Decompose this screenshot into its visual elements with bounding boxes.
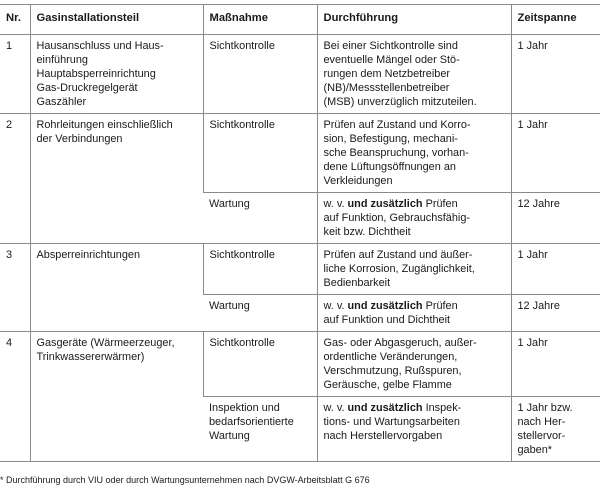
cell-gasinstallationsteil xyxy=(30,332,203,462)
text-line: auf Funktion, Gebrauchsfähig- xyxy=(323,212,471,224)
text-line: einführung xyxy=(36,54,88,66)
text-line: Sichtkontrolle xyxy=(209,337,275,349)
text-line: keit bzw. Dichtheit xyxy=(323,226,411,238)
table-row xyxy=(0,35,600,114)
text-line: Gas- oder Abgasgeruch, außer- xyxy=(323,337,477,349)
text-line xyxy=(324,197,506,211)
text-line: 12 Jahre xyxy=(517,300,560,312)
text-prefix: w. v. xyxy=(323,198,348,210)
cell-durchfuehrung xyxy=(317,397,511,462)
text-line: Prüfen auf Zustand und äußer- xyxy=(323,249,473,261)
text-line: liche Korrosion, Zugänglichkeit, xyxy=(323,263,475,275)
text-line: Gasgeräte (Wärmeerzeuger, xyxy=(36,337,175,349)
text-line: 1 Jahr bzw. xyxy=(517,402,573,414)
cell-durchfuehrung xyxy=(317,244,511,295)
cell-massnahme xyxy=(203,332,317,397)
cell-zeitspanne xyxy=(511,295,600,332)
table-row xyxy=(0,114,600,193)
cell-massnahme xyxy=(203,397,317,462)
cell-durchfuehrung xyxy=(317,114,511,193)
text-line: Wartung xyxy=(209,300,250,312)
cell-durchfuehrung xyxy=(317,332,511,397)
text-line: 1 Jahr xyxy=(517,119,548,131)
header-nr: Nr. xyxy=(0,5,30,35)
cell-durchfuehrung xyxy=(317,295,511,332)
header-durchfuehrung: Durchführung xyxy=(317,5,511,35)
text-line: Sichtkontrolle xyxy=(209,40,275,52)
cell-zeitspanne xyxy=(511,397,600,462)
text-line: Hauptabsperreinrichtung xyxy=(36,68,156,80)
text-bold: und zusätzlich xyxy=(347,300,423,312)
table-row xyxy=(0,244,600,295)
header-massnahme: Maßnahme xyxy=(203,5,317,35)
header-gasinstallationsteil: Gasinstallationsteil xyxy=(30,5,203,35)
text-bold: und zusätzlich xyxy=(347,198,423,210)
text-line: nach Herstellervorgaben xyxy=(323,430,443,442)
text-line: Sichtkontrolle xyxy=(209,119,275,131)
cell-zeitspanne xyxy=(511,114,600,193)
text-line: Hausanschluss und Haus- xyxy=(36,40,164,52)
cell-nr: 1 xyxy=(0,35,30,114)
text-line: (NB)/Messstellenbetreiber xyxy=(323,82,450,94)
text-line: rungen dem Netzbetreiber xyxy=(323,68,451,80)
cell-durchfuehrung xyxy=(317,35,511,114)
maintenance-table xyxy=(0,4,600,462)
text-line: Wartung xyxy=(209,430,250,442)
text-line: 1 Jahr xyxy=(517,337,548,349)
text-line: 1 Jahr xyxy=(517,40,548,52)
text-line: Inspektion und xyxy=(209,402,280,414)
text-suffix: Prüfen xyxy=(422,198,458,210)
text-line: Bei einer Sichtkontrolle sind xyxy=(323,40,458,52)
cell-gasinstallationsteil xyxy=(30,35,203,114)
cell-zeitspanne xyxy=(511,244,600,295)
text-line: Absperreinrichtungen xyxy=(36,249,141,261)
footnote: * Durchführung durch VIU oder durch Wartungsunternehmen nach DVGW-Arbeitsblatt G 676 xyxy=(0,475,370,485)
text-line: auf Funktion und Dichtheit xyxy=(323,314,451,326)
text-line: Prüfen auf Zustand und Korro- xyxy=(323,119,471,131)
text-line: nach Her- xyxy=(517,416,566,428)
text-suffix: Inspek- xyxy=(422,402,462,414)
text-line: gaben* xyxy=(517,444,553,456)
cell-massnahme xyxy=(203,35,317,114)
text-line: Rohrleitungen einschließlich xyxy=(36,119,173,131)
table-row xyxy=(0,332,600,397)
text-line: tions- und Wartungsarbeiten xyxy=(323,416,460,428)
text-line: Wartung xyxy=(209,198,250,210)
text-line: Gaszähler xyxy=(36,96,87,108)
cell-nr: 3 xyxy=(0,244,30,332)
cell-massnahme xyxy=(203,295,317,332)
text-line: Gas-Druckregelgerät xyxy=(36,82,138,94)
cell-massnahme xyxy=(203,114,317,193)
text-line: 12 Jahre xyxy=(517,198,560,210)
text-line: der Verbindungen xyxy=(36,133,123,145)
cell-massnahme xyxy=(203,193,317,244)
cell-durchfuehrung xyxy=(317,193,511,244)
text-line: Geräusche, gelbe Flamme xyxy=(323,379,452,391)
text-line: Verkleidungen xyxy=(323,175,393,187)
cell-massnahme xyxy=(203,244,317,295)
cell-zeitspanne xyxy=(511,193,600,244)
text-line xyxy=(324,401,506,415)
text-line: stellervor- xyxy=(517,430,566,442)
cell-gasinstallationsteil xyxy=(30,114,203,244)
cell-nr: 2 xyxy=(0,114,30,244)
table-body xyxy=(0,35,600,462)
cell-gasinstallationsteil xyxy=(30,244,203,332)
text-line xyxy=(324,299,506,313)
text-line: (MSB) unverzüglich mitzuteilen. xyxy=(323,96,477,108)
header-row xyxy=(0,5,600,35)
text-line: Verschmutzung, Rußspuren, xyxy=(323,365,462,377)
text-suffix: Prüfen xyxy=(422,300,458,312)
cell-zeitspanne xyxy=(511,332,600,397)
text-line: Trinkwassererwärmer) xyxy=(36,351,145,363)
text-line: ordentliche Veränderungen, xyxy=(323,351,458,363)
header-zeitspanne: Zeitspanne xyxy=(511,5,600,35)
cell-nr: 4 xyxy=(0,332,30,462)
cell-zeitspanne xyxy=(511,35,600,114)
text-line: dene Lüftungsöffnungen an xyxy=(323,161,456,173)
text-line: sche Beanspruchung, vorhan- xyxy=(323,147,469,159)
text-line: bedarfsorientierte xyxy=(209,416,294,428)
text-prefix: w. v. xyxy=(323,402,348,414)
text-line: eventuelle Mängel oder Stö- xyxy=(323,54,460,66)
text-line: 1 Jahr xyxy=(517,249,548,261)
text-prefix: w. v. xyxy=(323,300,348,312)
text-line: sion, Befestigung, mechani- xyxy=(323,133,458,145)
text-line: Bedienbarkeit xyxy=(323,277,391,289)
text-bold: und zusätzlich xyxy=(347,402,423,414)
text-line: Sichtkontrolle xyxy=(209,249,275,261)
